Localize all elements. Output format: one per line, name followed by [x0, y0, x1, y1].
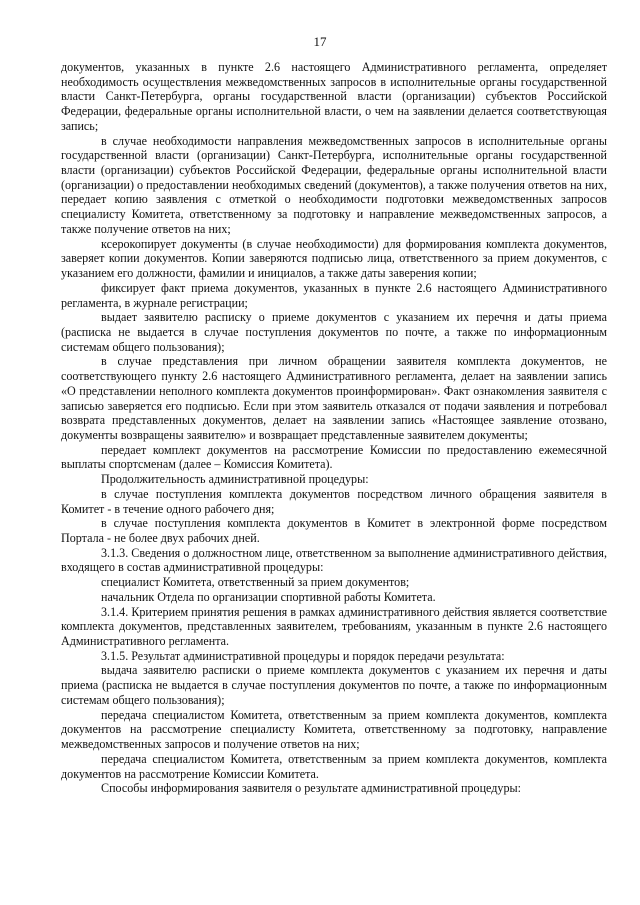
paragraph-duration-personal: в случае поступления комплекта документов посредством личного обращения заявителя в Комитет - в течение одного рабочего дня;	[61, 486, 607, 516]
paragraph-continuation: документов, указанных в пункте 2.6 настоящего Административного регламента, определяет необходимость осуществления межведомственных запросов в исполнительные органы государственной власти Санкт-Петербурга, органы государственной власти (организации) субъектов Российской Федерации, федеральные органы исполнительной власти, о чем на заявлении делается соответствующая запись;	[61, 60, 607, 133]
paragraph-result-transfer: передача специалистом Комитета, ответственным за прием комплекта документов, комплекта документов на рассмотрение специалисту Комитета, ответственному за подготовку, направление межведомственных запросов и получение ответов на них;	[61, 707, 607, 752]
paragraph-registration: фиксирует факт приема документов, указанных в пункте 2.6 настоящего Административного регламента, в журнале регистрации;	[61, 280, 607, 310]
paragraph-receipt: выдает заявителю расписку о приеме документов с указанием их перечня и даты приема (расписка не выдается в случае поступления документов по почте, а также по информационным системам общего пользования);	[61, 310, 607, 354]
paragraph-3-1-3: 3.1.3. Сведения о должностном лице, ответственном за выполнение административного действия, входящего в состав административной процедуры:	[61, 545, 607, 575]
paragraph-copies: ксерокопирует документы (в случае необходимости) для формирования комплекта документов, заверяет копии документов. Копии заверяются подписью лица, ответственного за прием документов, с указанием его должности, фамилии и инициалов, а также даты заверения копии;	[61, 236, 607, 281]
paragraph-interagency-requests: в случае необходимости направления межведомственных запросов в исполнительные органы государственной власти (организации) Санкт-Петербурга, исполнительные органы государственной власти (организации) субъектов Российской Федерации, федеральные органы исполнительной власти (организации) о предоставлении необходимых сведений (документов), а также получения ответов на них, передает копию заявления с отметкой о необходимости подготовки межведомственных запросов специалисту Комитета, ответственному за подготовку и направление межведомственных запросов, а также получение ответов на них;	[61, 133, 607, 236]
paragraph-result-receipt: выдача заявителю расписки о приеме комплекта документов с указанием их перечня и даты приема (расписка не выдается в случае поступления документов по почте, а также по информационным системам общего пользования);	[61, 663, 607, 707]
paragraph-department-head: начальник Отдела по организации спортивной работы Комитета.	[101, 589, 436, 604]
paragraph-duration-heading: Продолжительность административной процедуры:	[101, 472, 369, 487]
paragraph-informing-methods: Способы информирования заявителя о результате административной процедуры:	[101, 781, 522, 796]
document-body	[61, 60, 607, 796]
paragraph-incomplete-set: в случае представления при личном обращении заявителя комплекта документов, не соответствующего пункту 2.6 настоящего Административного регламента, делает на заявлении запись «О представлении неполного комплекта документов проинформирован». Факт ознакомления заявителя с записью заверяется его подписью. Если при этом заявитель отказался от подачи заявления и потребовал возврата представленных документов, делает на заявлении запись «Настоящее заявление отозвано, документы возвращены заявителю» и возвращает представленные заявителем документы;	[61, 354, 607, 442]
page-number: 17	[313, 34, 327, 49]
paragraph-commission: передает комплект документов на рассмотрение Комиссии по предоставлению ежемесячной выплаты спортсменам (далее – Комиссия Комитета).	[61, 442, 607, 472]
paragraph-duration-portal: в случае поступления комплекта документов в Комитет в электронной форме посредством Портала - не более двух рабочих дней.	[61, 516, 607, 545]
paragraph-3-1-5: 3.1.5. Результат административной процедуры и порядок передачи результата:	[101, 648, 505, 663]
paragraph-specialist: специалист Комитета, ответственный за прием документов;	[101, 575, 410, 590]
paragraph-result-commission: передача специалистом Комитета, ответственным за прием комплекта документов, комплекта документов на рассмотрение Комиссии Комитета.	[61, 751, 607, 781]
paragraph-3-1-4: 3.1.4. Критерием принятия решения в рамках административного действия является соответствие комплекта документов, представленных заявителем, требованиям, указанным в пункте 2.6 настоящего Административного регламента.	[61, 604, 607, 649]
